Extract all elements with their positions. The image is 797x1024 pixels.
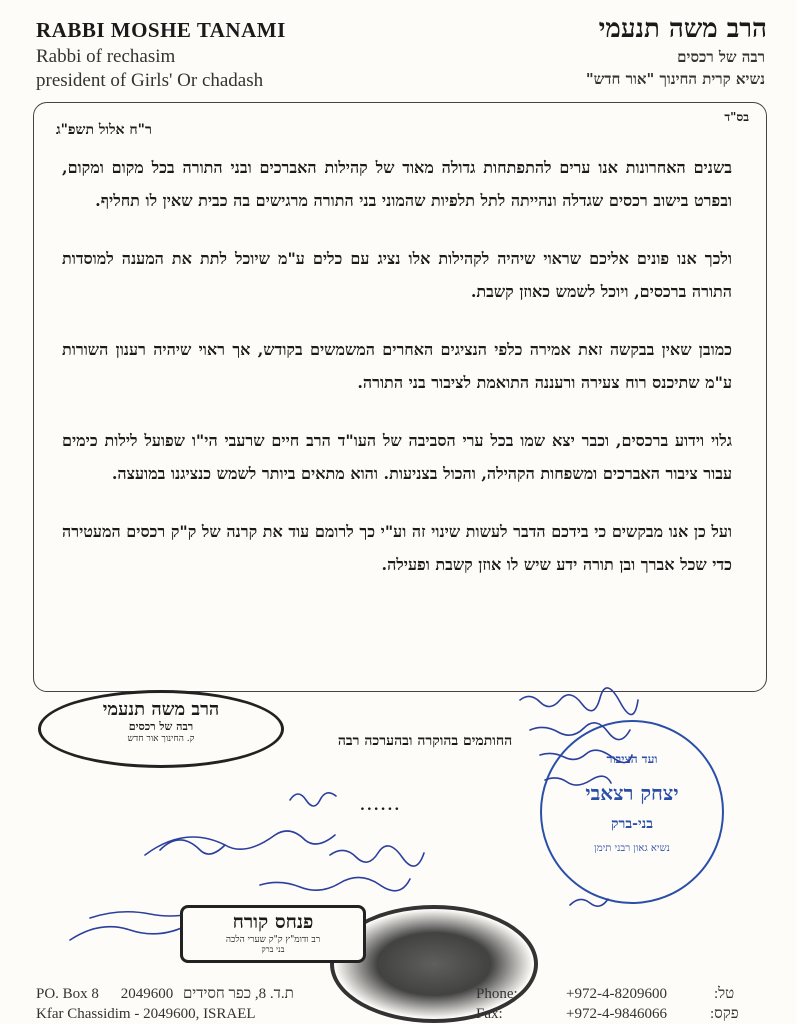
english-name: RABBI MOSHE TANAMI [36,18,286,42]
english-title-line: Rabbi of rechasim [36,46,176,67]
stamp-text: יצחק רצאבי [585,781,679,805]
english-title-line: president of Girls' Or chadash [36,70,264,91]
stamp-text: רב ודומ"ץ ק"ק שערי הלכה [225,935,321,945]
stamp-text: ועד הציבור [606,752,658,766]
bsd-mark: בס"ד [724,110,749,124]
fax-label-he: פקס: [710,1006,739,1022]
phone-number: +972-4-8209600 [566,986,667,1002]
stamp-text: פנחס קורח [232,911,314,933]
hebrew-title-line: נשיא קרית החינוך "אור חדש" [585,70,765,88]
stamp-text: ק. החינוך אור חדש [127,734,195,744]
stamp-text: הרב משה תנעמי [102,699,220,720]
fax-number: +972-4-9846066 [566,1006,667,1022]
hebrew-title-line: רבה של רכסים [677,48,765,66]
dots: ...... [360,798,402,814]
letter-paragraph: ועל כן אנו מבקשים כי בידכם הדבר לעשות שינוי זה וע"י כך לרומם עוד את קרנה של ק"ק רכסים המעטירה כדי שכל אברך ובן תורה ידע שיש לו אוזן קשבת ופעילה. [62,522,732,574]
hebrew-name: הרב משה תנעמי [598,14,767,44]
letter-paragraph: כמובן שאין בבקשה זאת אמירה כלפי הנציגים האחרים המשמשים בקודש, אך ראוי שיהיה רענון השורות ע"מ שתיכנס רוח צעירה ורעננה התואמת לציבור בני התורה. [62,340,732,392]
letter-paragraph: בשנים האחרונות אנו ערים להתפתחות גדולה מאוד של קהילות האברכים ובני התורה בכל מקום ומקום, ובפרט בישוב רכסים שגדלה ונהייתה לתל תלפיות שהמוני בני התורה מרגישים בה כבית שאין לו תחליף. [62,158,732,210]
stamp-text: נשיא גאון רבני תימן [594,843,670,854]
letter-paragraph: גלוי וידוע ברכסים, וכבר יצא שמו בכל ערי הסביבה של העו"ד הרב חיים שרעבי הי"ו שפועל לילות כימים עבור ציבור האברכים ומשפחות הקהילה, והכול בצניעות. והוא מתאים ביותר לשמש כנציגנו במועצה. [62,431,733,483]
fax-label-en: Fax: [476,1006,503,1022]
po-box-he: ת.ד. 8, כפר חסידים [182,986,294,1002]
po-box-en: PO. Box 8 [36,986,99,1002]
stamp-text: בני-ברק [611,816,653,832]
stamp-text: רבה של רכסים [128,720,194,733]
address-en: Kfar Chassidim - 2049600, ISRAEL [36,1006,256,1022]
phone-label-en: Phone: [476,986,518,1002]
footer-po-line [36,986,294,1003]
letter-paragraph: ולכך אנו פונים אליכם שראוי שיהיה לקהילות אלו נציג עם כלים ע"מ שיוכל לתת את המענה למוסדות התורה ברכסים, ויוכל לשמש כאוזן קשבת. [62,249,732,301]
rect-stamp [180,905,366,963]
closing-line: החותמים בהוקרה ובהערכה רבה [337,733,513,749]
letter-date: ר"ח אלול תשפ"ג [56,122,152,138]
phone-label-he: טל: [714,986,735,1002]
zip-en: 2049600 [120,986,174,1002]
stamp-text: בני ברק [261,945,285,954]
